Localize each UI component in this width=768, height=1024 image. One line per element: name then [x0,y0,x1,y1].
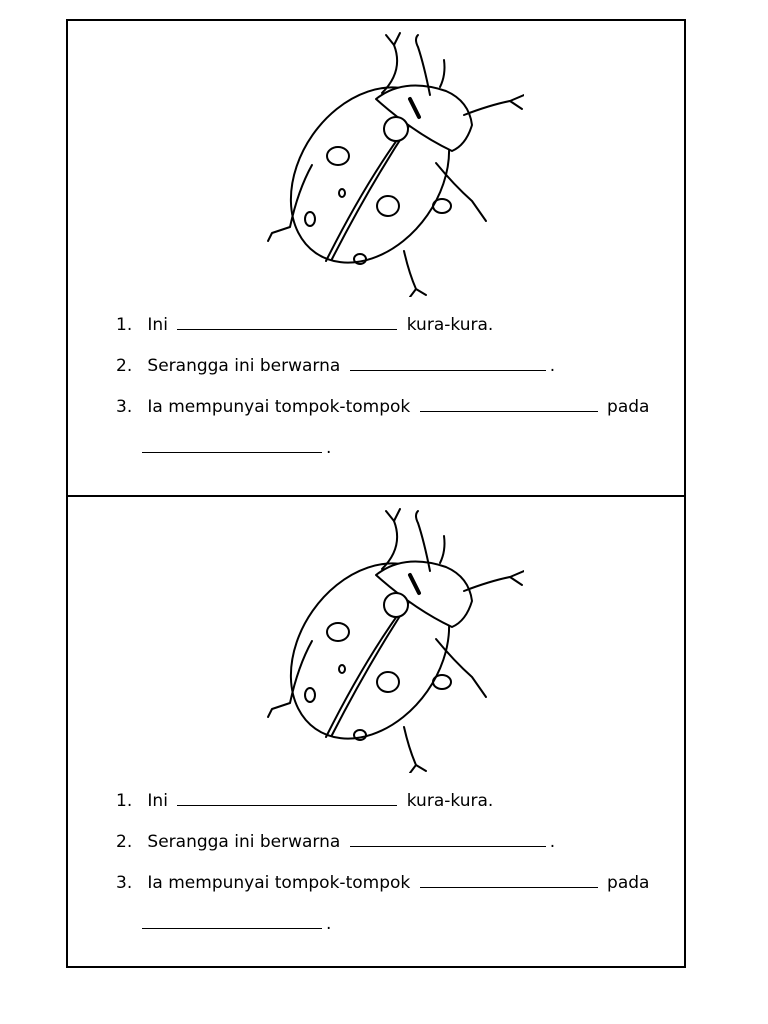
question-text-tail: . [549,832,556,852]
question-2 [116,350,676,391]
answer-blank[interactable] [420,391,598,412]
question-text-tail: pada [607,397,650,417]
question-text: Ini [147,791,168,811]
question-number: 3. [116,397,133,417]
answer-blank[interactable] [350,826,546,847]
question-3-continuation [116,908,676,949]
question-text-tail: . [326,914,332,934]
answer-blank[interactable] [350,350,546,371]
questions-list [116,309,676,473]
question-1 [116,309,676,350]
question-3-continuation [116,432,676,473]
answer-blank[interactable] [420,867,598,888]
answer-blank[interactable] [142,908,322,929]
question-text-tail: . [326,438,332,458]
worksheet-card-1 [68,21,684,495]
question-text: Serangga ini berwarna [147,356,341,376]
answer-blank[interactable] [177,309,397,330]
question-number: 1. [116,791,133,811]
ladybug-illustration [254,25,524,297]
worksheet-card-2 [68,497,684,971]
question-text-tail: kura-kura. [406,315,494,335]
question-number: 3. [116,873,133,893]
question-number: 2. [116,356,133,376]
ladybug-illustration [254,501,524,773]
answer-blank[interactable] [142,432,322,453]
question-2 [116,826,676,867]
question-number: 1. [116,315,133,335]
question-text-tail: pada [607,873,650,893]
worksheet-frame [66,19,686,968]
answer-blank[interactable] [177,785,397,806]
question-3 [116,867,676,908]
question-text: Ia mempunyai tompok-tompok [147,397,411,417]
question-text-tail: kura-kura. [406,791,494,811]
question-text-tail: . [549,356,556,376]
question-3 [116,391,676,432]
questions-list [116,785,676,949]
question-text: Serangga ini berwarna [147,832,341,852]
question-number: 2. [116,832,133,852]
question-1 [116,785,676,826]
question-text: Ia mempunyai tompok-tompok [147,873,411,893]
question-text: Ini [147,315,168,335]
